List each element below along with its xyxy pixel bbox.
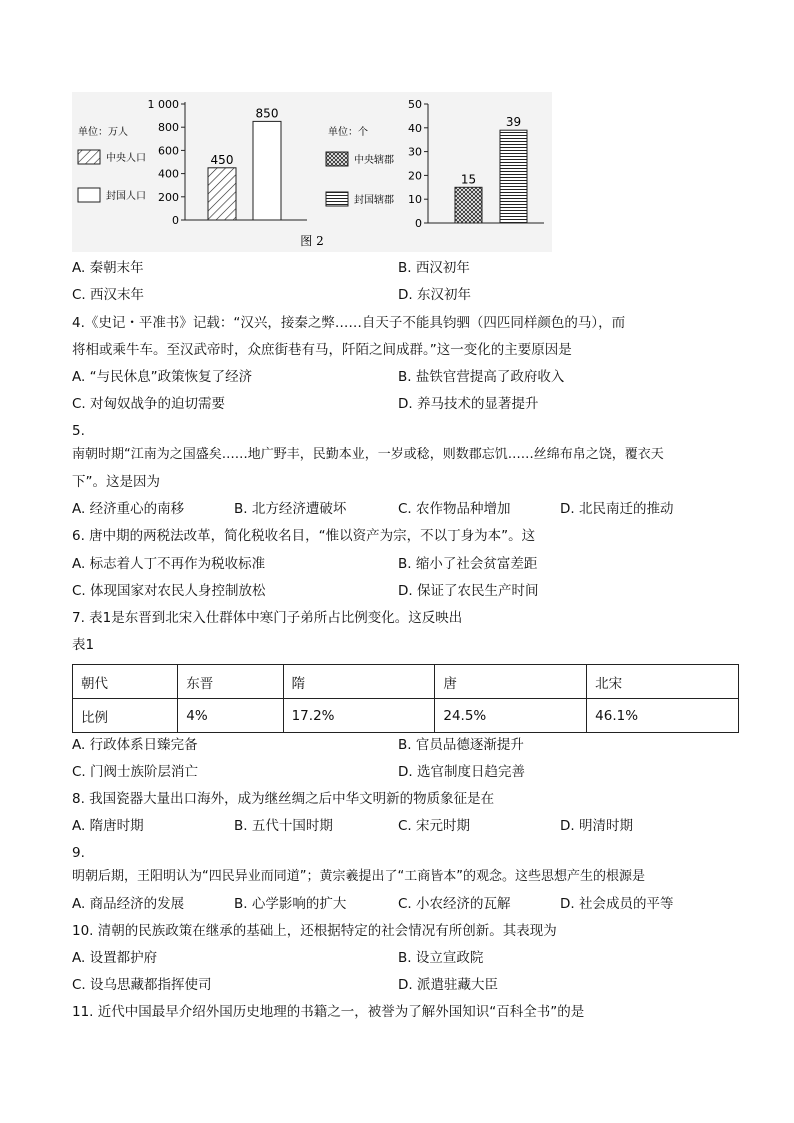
left-bar-group (208, 106, 281, 220)
right-chart-tick-label: 50 (408, 98, 422, 111)
table-1 (72, 664, 739, 733)
q9-option-a[interactable]: A. 商品经济的发展 (72, 896, 185, 912)
q6-option-c[interactable]: C. 体现国家对农民人身控制放松 (72, 583, 266, 599)
left-unit-label: 单位：万人 (78, 127, 128, 138)
table-cell: 17.2% (283, 699, 435, 733)
left-chart-bar-2 (253, 121, 281, 220)
table-header-row (73, 665, 739, 699)
legend-swatch-central-population (78, 150, 100, 164)
q10-option-c[interactable]: C. 设乌思藏都指挥使司 (72, 977, 212, 993)
left-chart-tick-label: 400 (158, 167, 179, 181)
q4-stem-line2: 将相或乘牛车。至汉武帝时，众庶街巷有马，阡陌之间成群。”这一变化的主要原因是 (72, 342, 572, 358)
right-bar-group (455, 115, 527, 223)
q5-option-d[interactable]: D. 北民南迁的推动 (560, 501, 674, 517)
left-chart-tick-label: 200 (158, 190, 179, 204)
right-chart-bar-value-label: 39 (505, 115, 522, 130)
table-cell: 北宋 (587, 665, 739, 699)
q5-number: 5. (72, 423, 85, 439)
q3-option-b[interactable]: B. 西汉初年 (398, 260, 470, 276)
q6-option-a[interactable]: A. 标志着人丁不再作为税收标准 (72, 556, 266, 572)
legend-swatch-fief-commanderies (326, 192, 348, 206)
legend-central-commanderies: 中央辖郡 (354, 155, 394, 166)
q4-stem-line1: 4.《史记・平准书》记载：“汉兴，接秦之弊……自天子不能具钧驷（四匹同样颜色的马），而 (72, 315, 626, 331)
q8-option-a[interactable]: A. 隋唐时期 (72, 818, 144, 834)
q5-option-a[interactable]: A. 经济重心的南移 (72, 501, 185, 517)
left-tick-group (148, 98, 186, 227)
q7-stem: 7. 表1是东晋到北宋入仕群体中寒门子弟所占比例变化。这反映出 (72, 610, 463, 626)
table-cell: 朝代 (73, 665, 178, 699)
q5-stem-line1: 南朝时期“江南为之国盛矣……地广野丰，民勤本业，一岁或稔，则数郡忘饥……丝绵布帛之饶，覆衣天 (72, 447, 664, 462)
q3-option-c[interactable]: C. 西汉末年 (72, 287, 145, 303)
q8-option-b[interactable]: B. 五代十国时期 (234, 818, 333, 834)
q6-option-d[interactable]: D. 保证了农民生产时间 (398, 583, 539, 599)
q4-option-a[interactable]: A. “与民休息”政策恢复了经济 (72, 369, 253, 385)
legend-swatch-fief-population (78, 188, 100, 202)
q9-option-c[interactable]: C. 小农经济的瓦解 (398, 896, 511, 912)
legend-central-population: 中央人口 (106, 153, 146, 164)
left-chart-bar-value-label: 850 (255, 106, 279, 121)
table-cell: 唐 (435, 665, 587, 699)
q10-option-b[interactable]: B. 设立宣政院 (398, 950, 484, 966)
legend-swatch-central-commanderies (326, 152, 348, 166)
left-chart-tick-label: 0 (172, 214, 179, 227)
q8-option-d[interactable]: D. 明清时期 (560, 818, 633, 834)
table-row (73, 699, 739, 733)
q9-number: 9. (72, 845, 85, 861)
table-cell: 东晋 (178, 665, 283, 699)
left-chart-tick-label: 800 (158, 121, 179, 135)
q6-stem: 6. 唐中期的两税法改革，简化税收名目，“惟以资产为宗，不以丁身为本”。这 (72, 528, 536, 544)
table-cell: 24.5% (435, 699, 587, 733)
right-chart-tick-label: 30 (408, 145, 422, 159)
q5-option-b[interactable]: B. 北方经济遭破坏 (234, 501, 347, 517)
right-chart-tick-label: 20 (408, 169, 422, 183)
q8-option-c[interactable]: C. 宋元时期 (398, 818, 471, 834)
table-1-title: 表1 (72, 637, 95, 653)
figure-2 (72, 92, 552, 252)
table-cell: 46.1% (587, 699, 739, 733)
q3-option-d[interactable]: D. 东汉初年 (398, 287, 471, 303)
q4-option-d[interactable]: D. 养马技术的显著提升 (398, 396, 539, 412)
right-chart-bar-value-label: 15 (460, 172, 477, 187)
q4-option-c[interactable]: C. 对匈奴战争的迫切需要 (72, 396, 226, 412)
right-tick-group (408, 98, 428, 230)
right-chart-bar-1 (455, 187, 482, 223)
q9-option-b[interactable]: B. 心学影响的扩大 (234, 896, 347, 912)
right-chart-tick-label: 40 (408, 121, 422, 135)
left-chart-tick-label: 1 000 (147, 98, 179, 111)
left-chart-bar-value-label: 450 (210, 152, 234, 167)
legend-fief-population: 封国人口 (106, 191, 146, 202)
q10-option-a[interactable]: A. 设置都护府 (72, 950, 158, 966)
q5-option-c[interactable]: C. 农作物品种增加 (398, 501, 511, 517)
table-cell: 隋 (283, 665, 435, 699)
q7-option-b[interactable]: B. 官员品德逐渐提升 (398, 737, 524, 753)
q10-stem: 10. 清朝的民族政策在继承的基础上，还根据特定的社会情况有所创新。其表现为 (72, 923, 557, 939)
q5-stem-line2: 下”。这是因为 (72, 474, 160, 490)
figure-caption: 图 2 (300, 234, 324, 248)
table-cell: 4% (178, 699, 283, 733)
q7-option-c[interactable]: C. 门阀士族阶层消亡 (72, 764, 199, 780)
right-chart-tick-label: 10 (408, 193, 422, 207)
q11-stem: 11. 近代中国最早介绍外国历史地理的书籍之一，被誉为了解外国知识“百科全书”的是 (72, 1004, 585, 1020)
q4-option-b[interactable]: B. 盐铁官营提高了政府收入 (398, 369, 565, 385)
q9-option-d[interactable]: D. 社会成员的平等 (560, 896, 674, 912)
left-chart-bar-1 (208, 168, 236, 220)
q7-option-a[interactable]: A. 行政体系日臻完备 (72, 737, 198, 753)
q10-option-d[interactable]: D. 派遣驻藏大臣 (398, 977, 498, 993)
left-chart-tick-label: 600 (158, 144, 179, 158)
right-unit-label: 单位：个 (328, 127, 368, 138)
q6-option-b[interactable]: B. 缩小了社会贫富差距 (398, 556, 538, 572)
legend-fief-commanderies: 封国辖郡 (354, 195, 394, 206)
q3-option-a[interactable]: A. 秦朝末年 (72, 260, 144, 276)
q8-stem: 8. 我国瓷器大量出口海外，成为继丝绸之后中华文明新的物质象征是在 (72, 791, 495, 807)
right-chart-tick-label: 0 (415, 217, 422, 230)
right-chart-bar-2 (500, 130, 527, 223)
figure-2-svg (72, 92, 552, 252)
table-cell: 比例 (73, 699, 178, 733)
q9-stem: 明朝后期，王阳明认为“四民异业而同道”；黄宗羲提出了“工商皆本”的观念。这些思想产生的根源是 (72, 869, 645, 884)
q7-option-d[interactable]: D. 选官制度日趋完善 (398, 764, 525, 780)
